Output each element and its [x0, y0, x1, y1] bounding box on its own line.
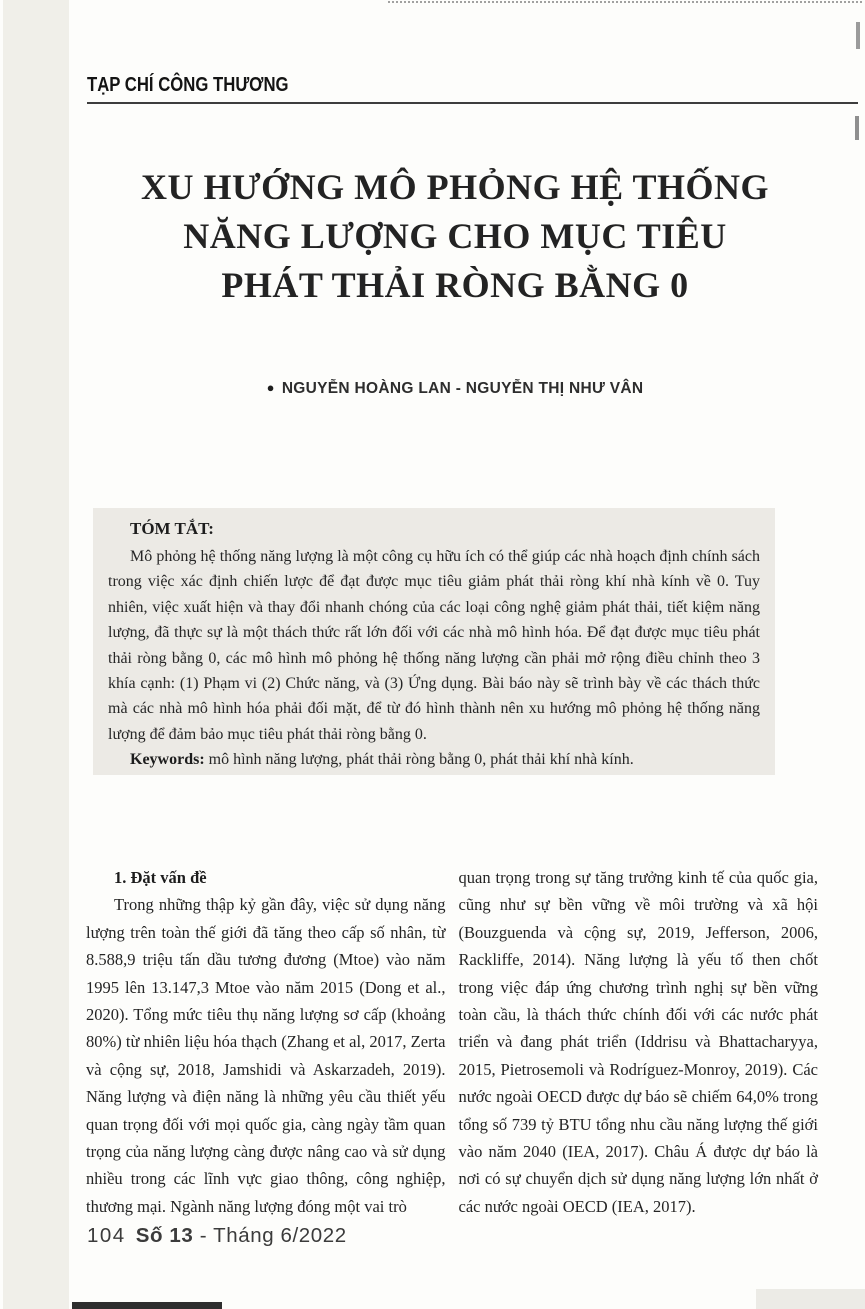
abstract-keywords	[108, 747, 760, 772]
keywords-text: mô hình năng lượng, phát thải ròng bằng 0, phát thải khí nhà kính.	[204, 751, 634, 769]
page-footer	[87, 1224, 347, 1248]
section-heading-1: 1. Đặt vấn đề	[114, 868, 207, 887]
header-rule	[87, 102, 858, 104]
scan-edge-strip	[3, 0, 69, 1309]
scan-artifact-dotted-line	[388, 1, 862, 3]
body-column-left	[86, 864, 446, 1220]
page-title-line-2: NĂNG LƯỢNG CHO MỤC TIÊU	[183, 216, 727, 256]
scan-artifact-mark	[856, 22, 860, 49]
body-paragraph-right: quan trọng trong sự tăng trưởng kinh tế của quốc gia, cũng như sự bền vững về môi trường và xã hội (Bouzguenda và cộng sự, 2019, Jefferson, 2006, Rackliffe, 2014). Năng lượng là yếu tố then chốt trong việc đáp ứng chương trình nghị sự bền vững toàn cầu, là thách thức chính đối với các nước phát triển và đang phát triển (Iddrisu và Bhattacharyya, 2015, Pietrosemoli và Rodríguez-Monroy, 2019). Các nước ngoài OECD được dự báo sẽ chiếm 64,0% trong tổng số 739 tỷ BTU tổng nhu cầu năng lượng thế giới vào năm 2040 (IEA, 2017). Châu Á được dự báo là nơi có sự chuyển dịch sử dụng năng lượng lớn nhất ở các nước ngoài OECD (IEA, 2017).	[458, 868, 818, 1216]
scan-artifact-mark	[855, 116, 859, 140]
abstract-heading: TÓM TẮT:	[130, 519, 214, 538]
bullet-icon: ●	[266, 380, 275, 395]
body-column-right	[459, 864, 819, 1220]
page-title-line-3: PHÁT THẢI RÒNG BẰNG 0	[221, 265, 689, 305]
page-title	[90, 163, 820, 310]
issue-date: - Tháng 6/2022	[193, 1224, 347, 1247]
article-body	[86, 864, 818, 1220]
body-paragraph-left: Trong những thập kỷ gần đây, việc sử dụng năng lượng trên toàn thế giới đã tăng theo cấp số nhân, từ 8.588,9 triệu tấn dầu tương đương (Mtoe) vào năm 1995 lên 13.147,3 Mtoe vào năm 2015 (Dong et al., 2020). Tổng mức tiêu thụ năng lượng sơ cấp (khoảng 80%) từ nhiên liệu hóa thạch (Zhang et al, 2017, Zerta và cộng sự, 2018, Jamshidi và Askarzadeh, 2019). Năng lượng và điện năng là những yêu cầu thiết yếu quan trọng đối với mọi quốc gia, càng ngày tầm quan trọng của năng lượng càng được nâng cao và sử dụng nhiều trong các lĩnh vực giao thông, công nghiệp, thương mại. Ngành năng lượng đóng một vai trò	[86, 895, 446, 1216]
abstract-text: Mô phỏng hệ thống năng lượng là một công cụ hữu ích có thể giúp các nhà hoạch định chính sách trong việc xác định chiến lược để đạt được mục tiêu giảm phát thải ròng khí nhà kính về 0. Tuy nhiên, việc xuất hiện và thay đổi nhanh chóng của các loại công nghệ giảm phát thải, tiết kiệm năng lượng, đã thực sự là một thách thức rất lớn đối với các nhà mô hình hóa. Để đạt được mục tiêu phát thải ròng bằng 0, các mô hình mô phỏng hệ thống năng lượng cần phải mở rộng điều chỉnh theo 3 khía cạnh: (1) Phạm vi (2) Chức năng, và (3) Ứng dụng. Bài báo này sẽ trình bày về các thách thức mà các nhà mô hình hóa phải đối mặt, để từ đó hình thành nên xu hướng mô phỏng hệ thống năng lượng để đảm bảo mục tiêu phát thải ròng bằng 0.	[108, 548, 760, 743]
issue-number: Số 13	[135, 1224, 194, 1247]
page-number: 104	[87, 1224, 126, 1247]
abstract-box	[93, 508, 775, 775]
scan-artifact-shade	[756, 1289, 865, 1309]
page-title-line-1: XU HƯỚNG MÔ PHỎNG HỆ THỐNG	[140, 167, 769, 207]
keywords-label: Keywords:	[130, 751, 205, 769]
journal-name: TẠP CHÍ CÔNG THƯƠNG	[87, 74, 289, 97]
author-names: NGUYỄN HOÀNG LAN - NGUYỄN THỊ NHƯ VÂN	[281, 380, 644, 397]
authors-line	[90, 380, 820, 398]
scan-artifact-bar	[72, 1302, 222, 1309]
